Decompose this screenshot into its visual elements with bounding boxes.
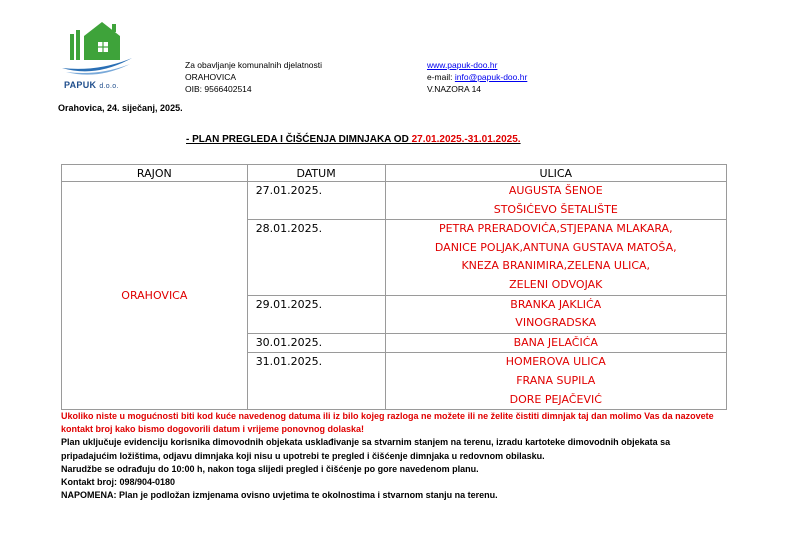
- table-row: [62, 182, 727, 220]
- orders-text: Narudžbe se odrađuju do 10:00 h, nakon toga slijedi pregled i čišćenje po gore navedenom planu.: [61, 463, 479, 474]
- email-link[interactable]: info@papuk-doo.hr: [454, 72, 528, 83]
- ulica-cell: AUGUSTA ŠENOE STOŠIĆEVO ŠETALIŠTE: [385, 182, 726, 220]
- contact-text: Kontakt broj: 098/904-0180: [61, 477, 176, 488]
- header-rajon: RAJON: [62, 165, 248, 182]
- ulica-cell: BRANKA JAKLIĆA VINOGRADSKA: [385, 295, 726, 333]
- warning-text: Ukoliko niste u mogućnosti biti kod kuće navedenog datuma ili iz bilo kojeg razloga ne možete ili ne želite čistiti dimnjak taj dan molimo Vas da nazovete kontakt broj kako bismo dogovorili datum i vrijeme ponovnog dolaska!: [61, 411, 714, 435]
- company-oib: OIB: 9566402514: [185, 84, 252, 95]
- datum-cell: 28.01.2025.: [247, 220, 385, 295]
- company-contacts: [427, 59, 527, 96]
- ulica-cell: PETRA PRERADOVIĆA,STJEPANA MLAKARA, DANICE POLJAK,ANTUNA GUSTAVA MATOŠA, KNEZA BRANIMIRA,ZELENA ULICA, ZELENI ODVOJAK: [385, 220, 726, 295]
- ulica-cell: HOMEROVA ULICA FRANA SUPILA DORE PEJAČEVIĆ: [385, 353, 726, 410]
- website-link[interactable]: www.papuk-doo.hr: [427, 60, 498, 70]
- napomena-text: NAPOMENA: Plan je podložan izmjenama ovisno uvjetima te okolnostima i stvarnom stanju na terenu.: [61, 490, 498, 501]
- rajon-cell: ORAHOVICA: [62, 182, 248, 410]
- logo-wordmark: PAPUK d.o.o.: [64, 80, 119, 90]
- company-address: V.NAZORA 14: [427, 84, 482, 95]
- table-header-row: [62, 165, 727, 182]
- date-range: 27.01.2025.-31.01.2025.: [411, 134, 521, 145]
- company-logo: [56, 18, 134, 80]
- ulica-cell: BANA JELAČIĆA: [385, 333, 726, 353]
- company-city: ORAHOVICA: [185, 72, 237, 83]
- datum-cell: 29.01.2025.: [247, 295, 385, 333]
- company-info: [185, 59, 322, 96]
- datum-cell: 27.01.2025.: [247, 182, 385, 220]
- document-title: - PLAN PREGLEDA I ČIŠĆENJA DIMNJAKA OD 27.01.2025.-31.01.2025.: [186, 134, 521, 145]
- datum-cell: 30.01.2025.: [247, 333, 385, 353]
- header-ulica: ULICA: [385, 165, 726, 182]
- datum-cell: 31.01.2025.: [247, 353, 385, 410]
- plan-description: Plan uključuje evidenciju korisnika dimovodnih objekata usklađivanje sa stvarnim stanjem na terenu, izradu kartoteke dimovodnih objekata sa pripadajućim ložištima, odjavu dimnjaka koji nisu u upotrebi te pregled i čišćenje dimnjaka u redovnom obilasku.: [61, 437, 671, 461]
- header-datum: DATUM: [247, 165, 385, 182]
- document-date: Orahovica, 24. siječanj, 2025.: [58, 103, 183, 113]
- notes-section: [61, 410, 727, 502]
- company-activity: Za obavljanje komunalnih djelatnosti: [185, 60, 323, 70]
- email-label: e-mail:: [427, 72, 455, 83]
- house-logo-icon: [56, 18, 134, 80]
- schedule-table: [61, 164, 727, 410]
